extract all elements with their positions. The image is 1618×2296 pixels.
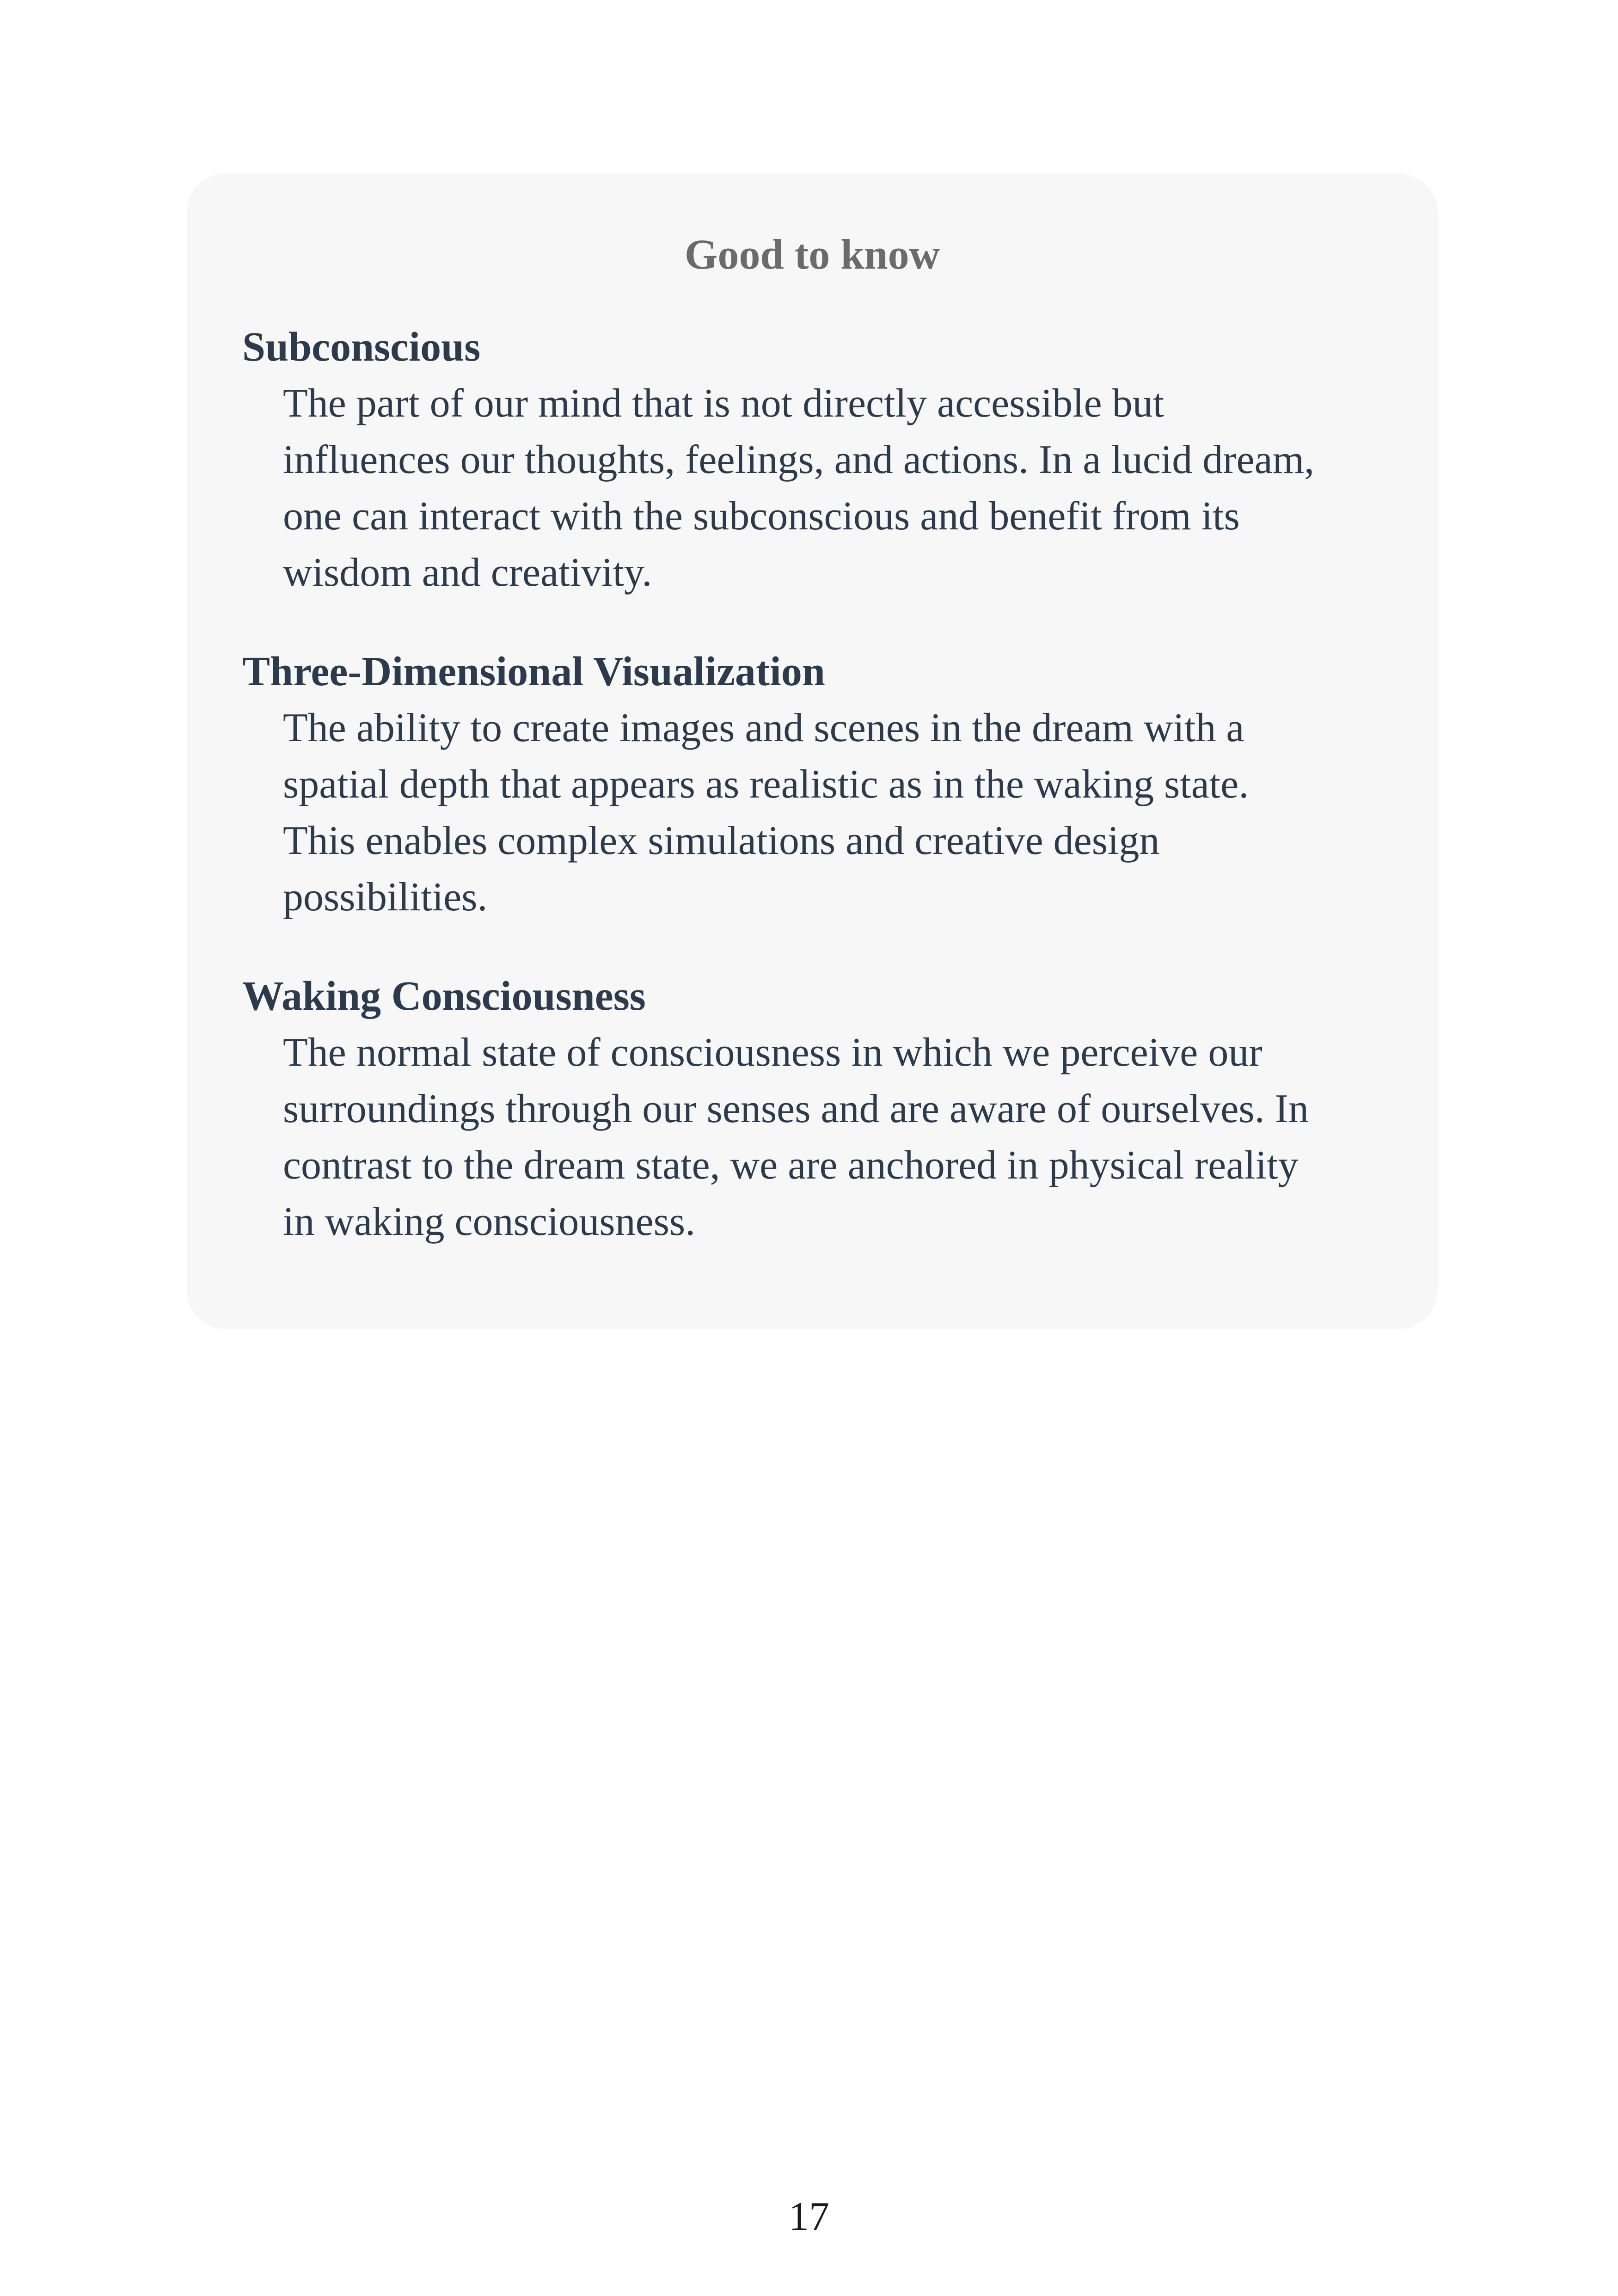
page-number: 17: [789, 2194, 829, 2239]
entry-definition: [283, 375, 1382, 601]
glossary-entry-subconscious: [242, 319, 1382, 601]
definition-line: The normal state of consciousness in which we perceive our: [283, 1030, 1263, 1075]
entry-term: Subconscious: [242, 324, 481, 370]
entry-definition: [283, 700, 1382, 926]
glossary-entry-waking-consciousness: [242, 968, 1382, 1250]
entry-term: Three-Dimensional Visualization: [242, 649, 825, 694]
glossary-entry-three-dimensional-visualization: [242, 644, 1382, 926]
definition-line: possibilities.: [283, 875, 488, 920]
definition-line: wisdom and creativity.: [283, 550, 652, 595]
box-title: Good to know: [684, 231, 940, 278]
definition-line: The part of our mind that is not directly accessible but: [283, 381, 1164, 426]
definition-line: one can interact with the subconscious and benefit from its: [283, 494, 1240, 539]
definition-line: in waking consciousness.: [283, 1199, 696, 1244]
definition-line: The ability to create images and scenes in the dream with a: [283, 706, 1244, 750]
definition-line: contrast to the dream state, we are anchored in physical reality: [283, 1143, 1299, 1188]
definition-line: surroundings through our senses and are aware of ourselves. In: [283, 1087, 1309, 1131]
entry-definition: [283, 1025, 1382, 1250]
good-to-know-box: [187, 173, 1438, 1329]
entry-term: Waking Consciousness: [242, 973, 646, 1019]
definition-line: This enables complex simulations and creative design: [283, 818, 1160, 863]
definition-line: influences our thoughts, feelings, and actions. In a lucid dream,: [283, 437, 1315, 482]
definition-line: spatial depth that appears as realistic as in the waking state.: [283, 762, 1249, 807]
